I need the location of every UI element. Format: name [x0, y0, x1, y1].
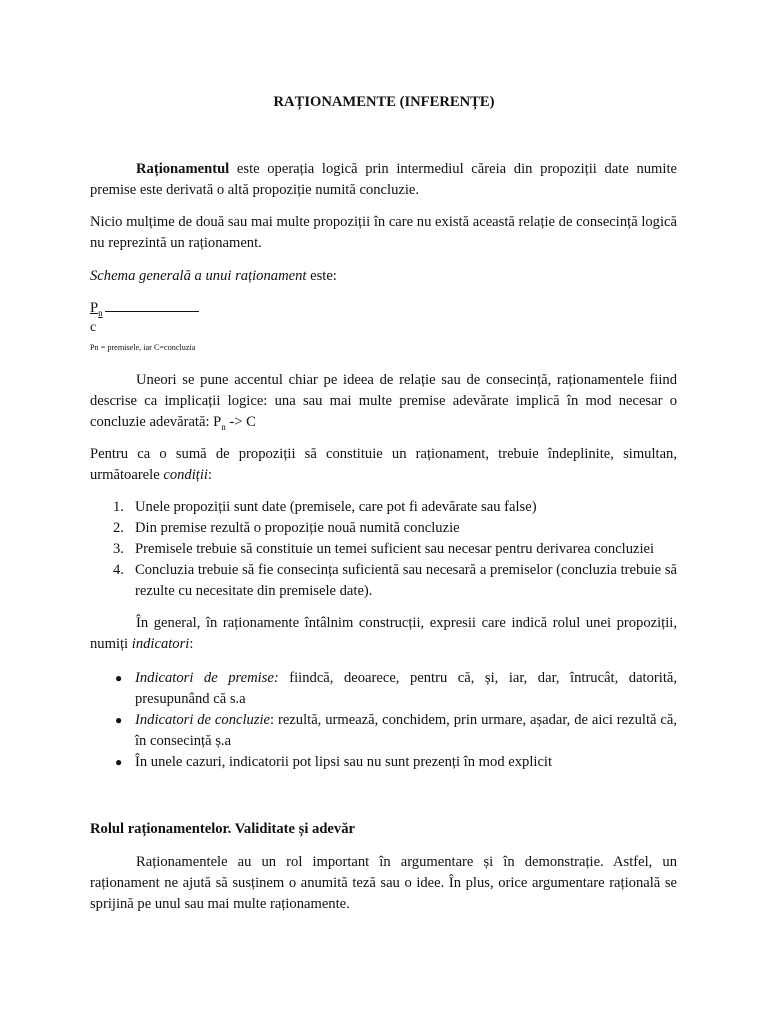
list-item: ● În unele cazuri, indicatorii pot lipsi sau nu sunt prezenți în mod explicit [135, 752, 677, 773]
term-rationamentul: Raționamentul [136, 161, 230, 177]
indicators-list [115, 668, 678, 773]
bullet-icon: ● [115, 755, 123, 769]
list-item: 1. Unele propoziții sunt date (premisele, care pot fi adevărate sau false) [113, 499, 537, 515]
schema-conclusion: c [90, 320, 97, 335]
list-item: ● Indicatori de concluzie: rezultă, urmează, conchidem, prin urmare, așadar, de aici rezultă că, în consecință ș.a [115, 712, 677, 749]
list-item: 2. Din premise rezultă o propoziție nouă numită concluzie [113, 520, 460, 536]
list-item: ● Indicatori de premise: fiindcă, deoarece, pentru că, și, iar, dar, întrucât, datorită, presupunând că s.a [115, 670, 678, 707]
list-item: 3. Premisele trebuie să constituie un temei suficient sau necesar pentru derivarea concluziei [113, 541, 655, 557]
list-item: 4. Concluzia trebuie să fie consecința suficientă sau necesară a premiselor (concluzia trebuie să rezulte cu necesitate din premisele date). [113, 562, 677, 599]
paragraph-schema-intro: Schema generală a unui raționament este: [90, 268, 337, 284]
paragraph-definition: Raționamentul este operația logică prin intermediul căreia din propoziții date numite premise este derivată o altă propoziție numită concluzie. [90, 161, 677, 198]
paragraph-conditions-intro: Pentru ca o sumă de propoziții să constituie un raționament, trebuie îndeplinite, simultan, următoarele condiții: [90, 446, 677, 483]
paragraph-role: Raționamentele au un rol important în argumentare și în demonstrație. Astfel, un raționament ne ajută să susținem o anumită teză sau o idee. În plus, orice argumentare rațională se sprijină pe unul sau mai multe raționamente. [90, 854, 677, 912]
conditions-list [113, 497, 677, 602]
schema-note: Pn = premisele, iar C=concluzia [90, 343, 196, 352]
page-title: RAȚIONAMENTE (INFERENȚE) [273, 94, 495, 110]
paragraph-implication: Uneori se pune accentul chiar pe ideea de relație sau de consecință, raționamentele fiind descrise ca implicații logice: una sau mai multe premise adevărate implică în mod necesar o concluzie adevărată: $P_n -> C$ [90, 372, 677, 432]
paragraph-indicators-intro: În general, în raționamente întâlnim construcții, expresii care indică rolul unei propoziții, numiți indicatori: [90, 615, 677, 652]
paragraph-no-relation: Nicio mulțime de două sau mai multe propoziții în care nu există această relație de consecință logică nu reprezintă un raționament. [90, 214, 677, 251]
bullet-icon: ● [115, 671, 123, 685]
bullet-icon: ● [115, 713, 123, 727]
section-heading: Rolul raționamentelor. Validitate și adevăr [90, 821, 355, 837]
schema-premises: $P_n$ [90, 300, 199, 321]
